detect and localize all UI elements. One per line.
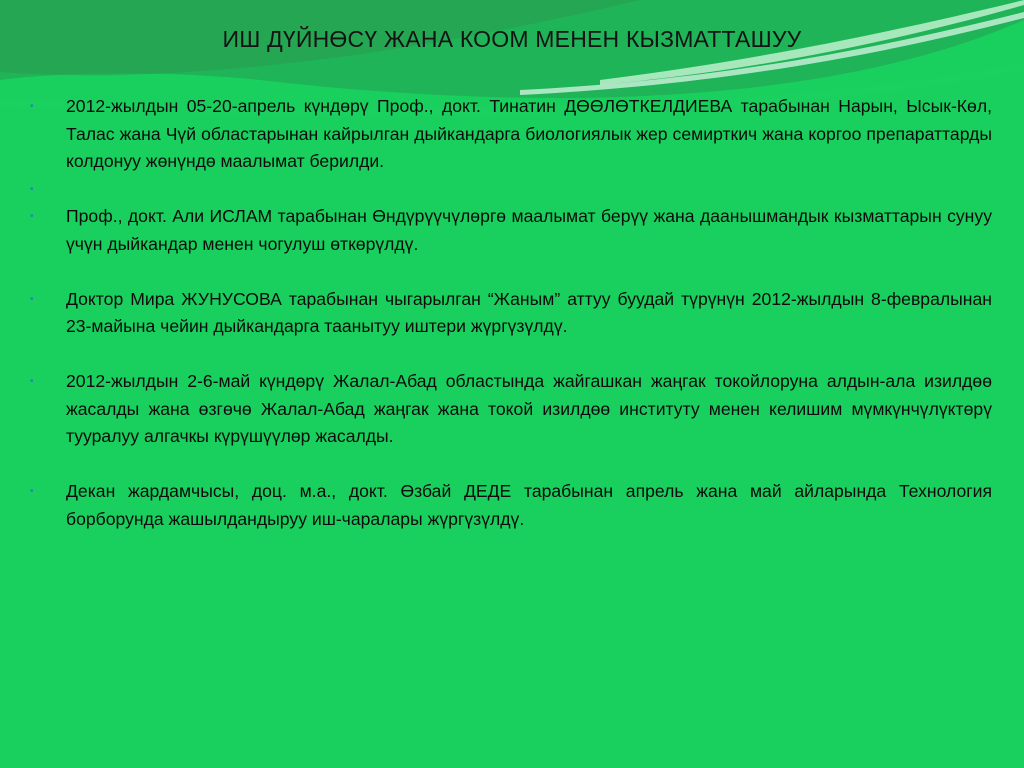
bullet-text: Доктор Мира ЖУНУСОВА тарабынан чыгарылган “Жаным” аттуу буудай түрүнүн 2012-жылдын 8-февралынан 23-майына чейин дыйкандарга таанытуу иштери жүргүзүлдү. bbox=[66, 288, 992, 336]
slide-title: ИШ ДҮЙНӨСҮ ЖАНА КООМ МЕНЕН КЫЗМАТТАШУУ bbox=[222, 26, 802, 52]
bullet-text: 2012-жылдын 2-6-май күндөрү Жалал-Абад областында жайгашкан жаңгак токойлоруна алдын-ала изилдөө жасалды жана өзгөчө Жалал-Абад жаңгак жана токой изилдөө институту менен келишим мүмкүнчүлүктөрү тууралуу алгачкы күрүшүүлөр жасалды. bbox=[66, 371, 992, 446]
bullet-dot-icon: • bbox=[30, 486, 34, 497]
bullet-text: Проф., докт. Али ИСЛАМ тарабынан Өндүрүүчүлөргө маалымат берүү жана даанышмандык кызматтарын сунуу үчүн дыйкандар менен чогулуш өткөрүлдү. bbox=[66, 206, 992, 254]
paragraph-gap bbox=[30, 451, 992, 479]
bullet-text: Декан жардамчысы, доц. м.а., докт. Өзбай ДЕДЕ тарабынан апрель жана май айларында Технология борборунда жашылдандыруу иш-чаралары жүргүзүлдү. bbox=[66, 481, 992, 529]
bullet-item bbox=[30, 93, 992, 176]
bullet-item bbox=[30, 478, 992, 533]
paragraph-gap bbox=[30, 341, 992, 369]
bullet-item bbox=[30, 203, 992, 258]
bullet-item bbox=[30, 368, 992, 451]
bullet-text: 2012-жылдын 05-20-апрель күндөрү Проф., докт. Тинатин ДӨӨЛӨТКЕЛДИЕВА тарабынан Нарын, Ысык-Көл, Талас жана Чүй областарынан кайрылган дыйкандарга биологиялык жер семирткич жана коргоо препараттарды колдонуу жөнүндө маалымат берилди. bbox=[66, 96, 992, 171]
bullet-dot-icon: • bbox=[30, 101, 34, 112]
bullet-item bbox=[30, 286, 992, 341]
bullet-item-empty bbox=[30, 176, 992, 204]
bullet-list bbox=[30, 93, 992, 533]
paragraph-gap bbox=[30, 258, 992, 286]
bullet-dot-icon: • bbox=[30, 211, 34, 222]
bullet-dot-icon: • bbox=[30, 376, 34, 387]
bullet-dot-icon: • bbox=[30, 293, 34, 305]
bullet-dot-icon: • bbox=[30, 183, 34, 195]
